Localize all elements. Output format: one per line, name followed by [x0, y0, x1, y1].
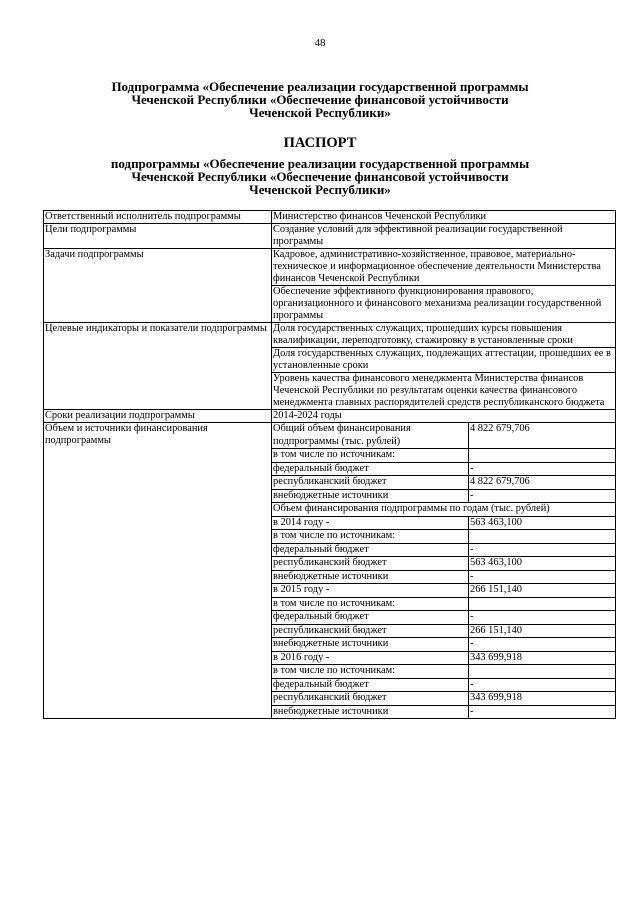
funding-table: [272, 423, 615, 718]
timeline-label: Сроки реализации подпрограммы: [44, 410, 272, 423]
table-row: [272, 570, 615, 584]
tasks-label: Задачи подпрограммы: [44, 249, 272, 323]
subtitle-line: Чеченской Республики»: [249, 182, 391, 197]
timeline-value: 2014-2024 годы: [272, 410, 616, 423]
table-row: [272, 530, 615, 544]
republican-label: республиканский бюджет: [272, 557, 469, 571]
page-number: 48: [314, 37, 326, 49]
federal-label: федеральный бюджет: [272, 543, 469, 557]
table-row: [44, 249, 616, 286]
table-row: [272, 611, 615, 625]
indicator-value-1: Доля государственных служащих, прошедших курсы повышения квалификации, переподготовку, стажировку в установленные сроки: [272, 323, 616, 348]
title-line: Чеченской Республики»: [249, 105, 391, 120]
table-row: [272, 678, 615, 692]
federal-value: -: [469, 678, 616, 692]
funding-label: Объем и источники финансирования подпрограммы: [44, 423, 272, 719]
subtitle-line: Чеченской Республики «Обеспечение финансовой устойчивости: [131, 169, 509, 184]
table-row: [272, 651, 615, 665]
indicators-label: Целевые индикаторы и показатели подпрограммы: [44, 323, 272, 410]
year-total: 343 699,918: [469, 651, 616, 665]
extrabudget-value: -: [470, 705, 474, 717]
federal-value: -: [469, 462, 616, 476]
total-funding-value: 4 822 679,706: [469, 423, 616, 449]
empty-cell: [469, 449, 616, 463]
extrabudget-label: внебюджетные источники: [272, 570, 469, 584]
funding-details: [272, 423, 616, 719]
table-row: [272, 449, 615, 463]
empty-cell: [469, 665, 616, 679]
empty-cell: [469, 530, 616, 544]
extrabudget-label: внебюджетные источники: [272, 638, 469, 652]
year-total: 266 151,140: [469, 584, 616, 598]
table-row: [272, 462, 615, 476]
passport-title: ПАСПОРТ: [283, 135, 357, 151]
title-line: Чеченской Республики «Обеспечение финансовой устойчивости: [131, 92, 509, 107]
republican-label: республиканский бюджет: [272, 624, 469, 638]
sources-label: в том числе по источникам:: [272, 665, 469, 679]
table-row: [272, 692, 615, 706]
table-row: [272, 665, 615, 679]
indicator-value-2: Доля государственных служащих, подлежащих аттестации, прошедших ее в установленные сроки: [272, 348, 616, 373]
table-row: [272, 489, 615, 503]
year-label: в 2015 году -: [272, 584, 469, 598]
federal-label: федеральный бюджет: [272, 462, 469, 476]
republican-value: 563 463,100: [469, 557, 616, 571]
executor-value: Министерство финансов Чеченской Республики: [272, 211, 616, 224]
extrabudget-label: внебюджетные источники: [272, 489, 469, 503]
tasks-value-2: Обеспечение эффективного функционирования правового, организационного и финансового механизма реализации государственной программы: [272, 286, 616, 323]
federal-label: федеральный бюджет: [272, 611, 469, 625]
passport-subtitle: [40, 157, 600, 196]
table-row: [272, 705, 615, 718]
federal-value: -: [469, 543, 616, 557]
passport-table: [43, 210, 616, 719]
indicator-value-3: Уровень качества финансового менеджмента Министерства финансов Чеченской Республики по результатам оценки качества финансового менеджмента главных распорядителей средств республиканского бюджета: [272, 373, 616, 410]
goals-label: Цели подпрограммы: [44, 224, 272, 249]
table-row: [44, 224, 616, 249]
total-funding-label: Общий объем финансирования подпрограммы (тыс. рублей): [272, 423, 469, 449]
extrabudget-label: внебюджетные источники: [272, 705, 469, 718]
table-row: [272, 584, 615, 598]
sources-label: в том числе по источникам:: [272, 530, 469, 544]
title-line: Подпрограмма «Обеспечение реализации государственной программы: [111, 79, 529, 94]
table-row: [272, 638, 615, 652]
empty-cell: [469, 597, 616, 611]
sources-label: в том числе по источникам:: [272, 597, 469, 611]
table-row: [272, 423, 615, 449]
extrabudget-value: -: [469, 489, 616, 503]
federal-label: федеральный бюджет: [272, 678, 469, 692]
goals-value: Создание условий для эффективной реализации государственной программы: [272, 224, 616, 249]
table-row: [44, 323, 616, 348]
federal-value: -: [469, 611, 616, 625]
table-row: [272, 476, 615, 490]
table-row: [272, 597, 615, 611]
extrabudget-value: -: [469, 638, 616, 652]
tasks-value-1: Кадровое, административно-хозяйственное, правовое, материально-техническое и информационное обеспечение деятельности Министерства финансов Чеченской Республики: [272, 249, 616, 286]
table-row: [272, 543, 615, 557]
by-year-label: Объем финансирования подпрограммы по годам (тыс. рублей): [272, 503, 615, 517]
year-label: в 2016 году -: [272, 651, 469, 665]
republican-label: республиканский бюджет: [272, 476, 469, 490]
republican-label: республиканский бюджет: [272, 692, 469, 706]
table-row: [272, 557, 615, 571]
subtitle-line: подпрограммы «Обеспечение реализации государственной программы: [110, 156, 530, 171]
table-row: [272, 516, 615, 530]
executor-label: Ответственный исполнитель подпрограммы: [44, 211, 272, 224]
table-row: [272, 503, 615, 517]
republican-value: 343 699,918: [469, 692, 616, 706]
year-label: в 2014 году -: [272, 516, 469, 530]
extrabudget-value: -: [469, 570, 616, 584]
republican-value: 4 822 679,706: [469, 476, 616, 490]
table-row: [272, 624, 615, 638]
republican-value: 266 151,140: [469, 624, 616, 638]
table-row: [44, 423, 616, 719]
sources-label: в том числе по источникам:: [272, 449, 469, 463]
table-row: [44, 211, 616, 224]
subprogram-title: [40, 80, 600, 119]
year-total: 563 463,100: [469, 516, 616, 530]
table-row: [44, 410, 616, 423]
